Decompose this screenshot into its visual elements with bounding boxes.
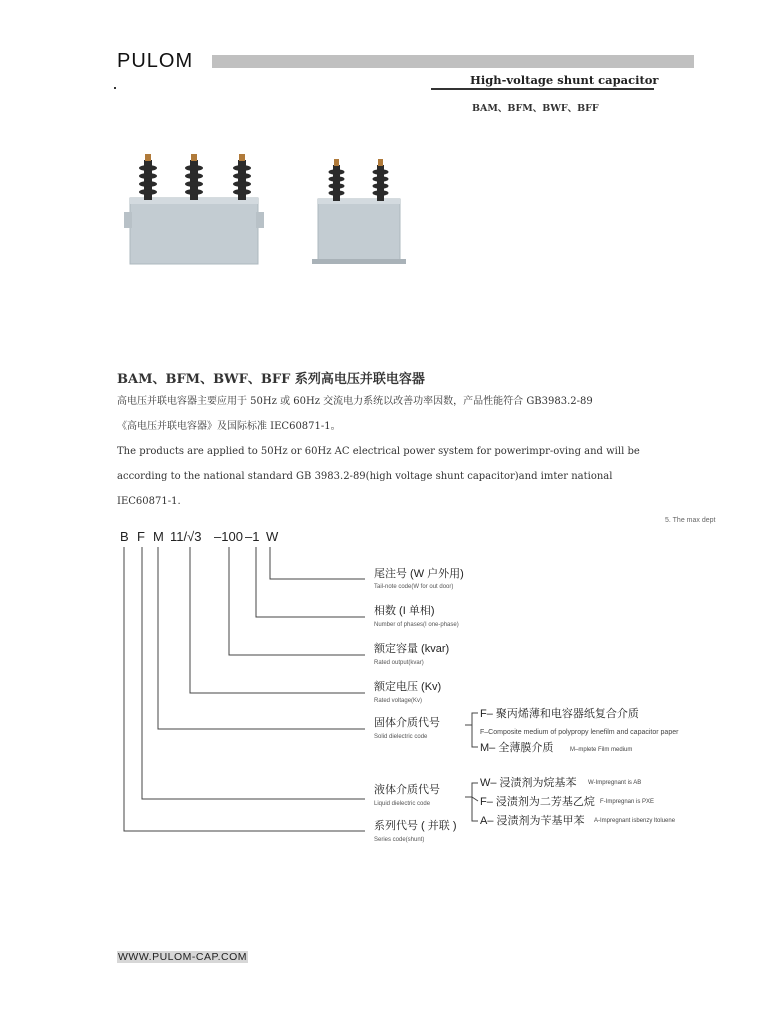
solid-option-en: F–Composite medium of polypropy lenefilm and capacitor paper <box>480 729 679 736</box>
solid-option-en: M–mplete Film medium <box>570 747 633 753</box>
leader-line <box>142 547 365 799</box>
footer-url[interactable]: WWW.PULOM-CAP.COM <box>118 951 248 963</box>
leader-line <box>229 547 365 655</box>
model-list: BAM、BFM、BWF、BFF <box>472 103 599 114</box>
bracket-line <box>465 713 478 725</box>
liquid-option-en: W-Impregnant is AB <box>588 780 642 786</box>
label-en: Rated voltage(Kv) <box>374 698 423 704</box>
section-title: BAM、BFM、BWF、BFF 系列高电压并联电容器 <box>117 372 425 387</box>
code-letter: W <box>266 529 279 544</box>
label-cn: 固体介质代号 <box>374 717 440 729</box>
label-cn: 液体介质代号 <box>374 784 440 796</box>
cn-description-line-2: 《高电压并联电容器》及国际标准 IEC60871-1。 <box>117 421 341 432</box>
page-subtitle: High-voltage shunt capacitor <box>470 73 659 87</box>
code-letter: B <box>120 529 129 544</box>
label-cn: 尾注号 (W 户外用) <box>374 568 464 580</box>
liquid-option-cn: W– 浸渍剂为烷基苯 <box>480 777 577 789</box>
leader-line <box>190 547 365 693</box>
corner-note: 5. The max dept <box>665 517 716 524</box>
label-en: Liquid dielectric code <box>374 801 431 807</box>
en-description-line-1: The products are applied to 50Hz or 60Hz AC electrical power system for powerimpr-oving and will be <box>117 446 640 457</box>
code-letter: M <box>153 529 164 544</box>
liquid-option-cn: A– 浸渍剂为苄基甲苯 <box>480 815 585 827</box>
model-code-diagram <box>110 525 730 855</box>
code-letter: 11/√3 <box>170 529 202 544</box>
label-cn: 系列代号 ( 并联 ) <box>374 820 457 832</box>
label-cn: 额定电压 (Kv) <box>374 681 442 693</box>
leader-line <box>124 547 365 831</box>
bracket-line <box>472 797 478 801</box>
code-letter: –100 <box>214 529 243 544</box>
cn-description-line-1: 高电压并联电容器主要应用于 50Hz 或 60Hz 交流电力系统以改善功率因数，产品性能符合 GB3983.2-89 <box>117 396 593 407</box>
subtitle-underline <box>431 88 654 90</box>
capacitor-three-bushing-image <box>120 150 270 270</box>
bracket-line <box>472 725 478 747</box>
en-description-line-2: according to the national standard GB 3983.2-89(high voltage shunt capacitor)and imter national <box>117 471 613 482</box>
label-en: Number of phases(I one-phase) <box>374 622 459 628</box>
solid-option-cn: M– 全薄膜介质 <box>480 742 554 754</box>
leader-line <box>158 547 365 729</box>
bullet-dot <box>114 87 116 89</box>
label-cn: 相数 (I 单相) <box>374 605 435 617</box>
label-en: Rated output(kvar) <box>374 660 424 666</box>
code-letter: F <box>137 529 145 544</box>
code-letter: –1 <box>245 529 260 544</box>
liquid-option-en: A-Impregnant isbenzy ltoluene <box>594 818 676 824</box>
label-en: Series code(shunt) <box>374 837 425 843</box>
liquid-option-en: F-Impregnan is PXE <box>600 799 655 805</box>
leader-line <box>256 547 365 617</box>
label-cn: 额定容量 (kvar) <box>374 643 450 655</box>
header-bar <box>212 55 694 68</box>
label-en: Tail-note code(W for out door) <box>374 584 454 590</box>
bracket-line <box>465 783 478 797</box>
capacitor-two-bushing-image <box>310 155 410 270</box>
liquid-option-cn: F– 浸渍剂为二芳基乙烷 <box>480 796 595 808</box>
en-description-line-3: IEC60871-1. <box>117 496 181 507</box>
label-en: Solid dielectric code <box>374 734 428 740</box>
leader-line <box>270 547 365 579</box>
solid-option-cn: F– 聚丙烯薄和电容器纸复合介质 <box>480 708 639 720</box>
brand-logo: PULOM <box>117 50 194 72</box>
